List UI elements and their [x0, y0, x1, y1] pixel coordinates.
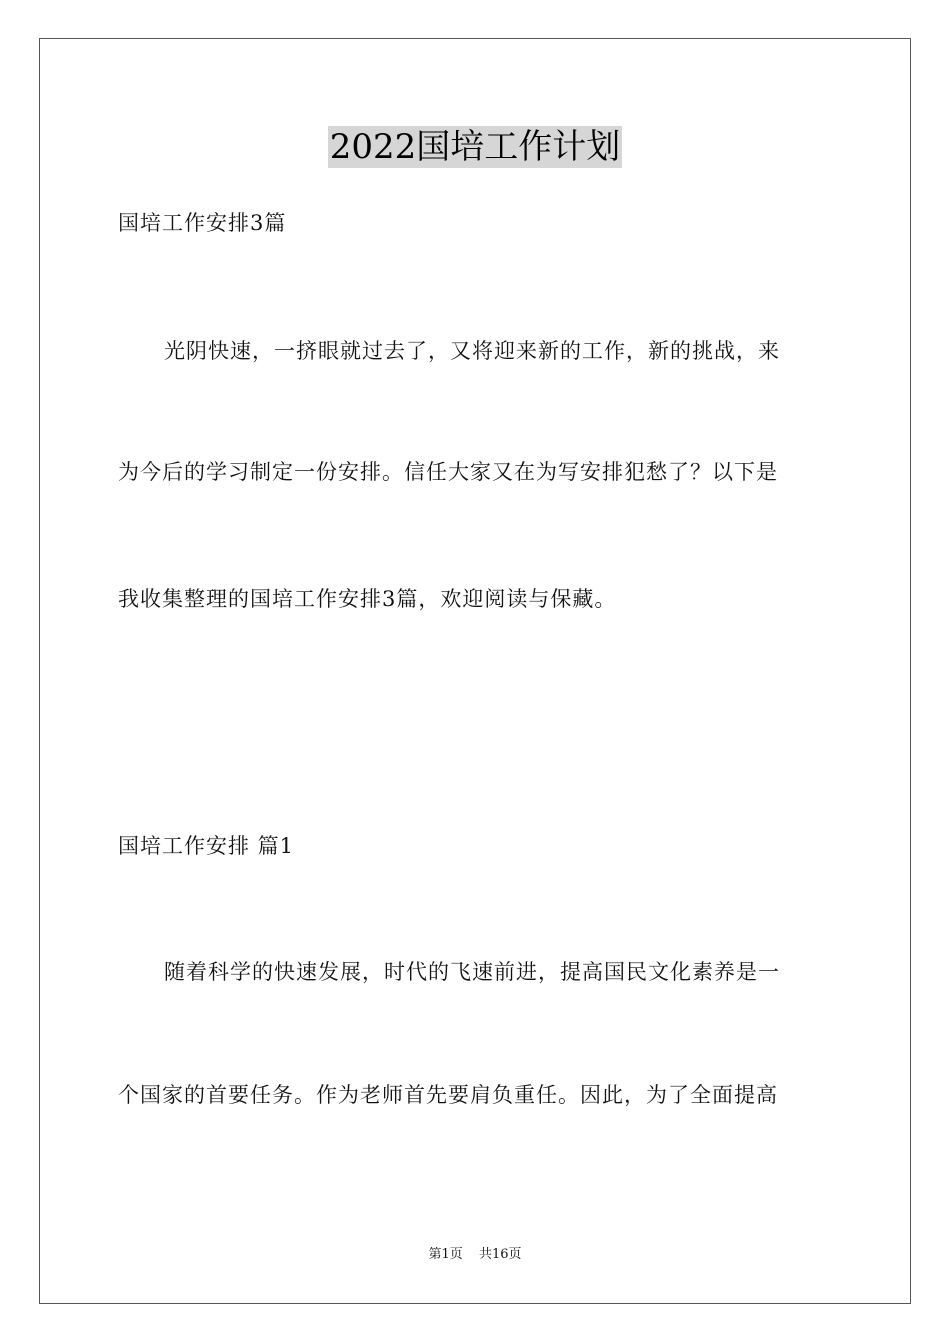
intro-line-1: 光阴快速，一挤眼就过去了，又将迎来新的工作，新的挑战，来 — [164, 339, 780, 363]
total-pages: 共16页 — [478, 1247, 522, 1262]
title-container — [0, 126, 950, 168]
section-line-1: 随着科学的快速发展，时代的飞速前进，提高国民文化素养是一 — [164, 960, 780, 984]
section-line-2: 个国家的首要任务。作为老师首先要肩负重任。因此，为了全面提高 — [118, 1083, 778, 1107]
document-title: 2022国培工作计划 — [329, 127, 621, 167]
page-number: 第1页 — [428, 1247, 463, 1262]
intro-line-3: 我收集整理的国培工作安排3篇，欢迎阅读与保藏。 — [118, 587, 617, 611]
document-subtitle: 国培工作安排3篇 — [118, 211, 287, 235]
page-footer — [0, 1246, 950, 1264]
intro-line-2: 为今后的学习制定一份安排。信任大家又在为写安排犯愁了？以下是 — [118, 460, 778, 484]
section-heading: 国培工作安排 篇1 — [118, 834, 295, 858]
